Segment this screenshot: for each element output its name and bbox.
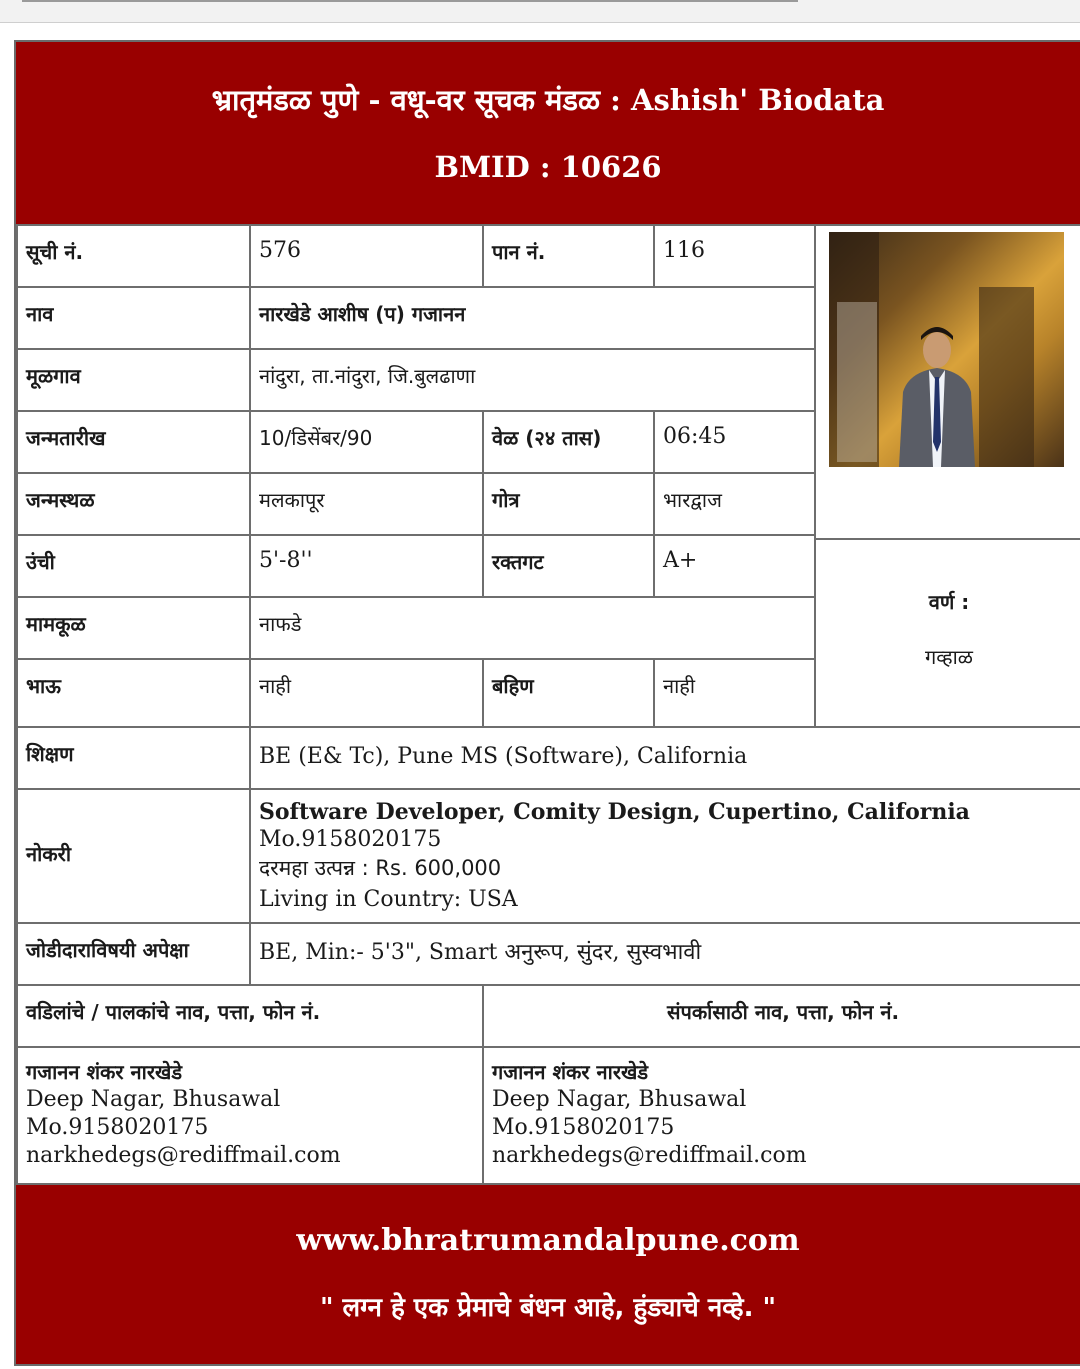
expectation-label: जोडीदाराविषयी अपेक्षा (16, 922, 251, 986)
bahin-value: नाही (653, 658, 816, 728)
footer-website[interactable]: www.bhratrumandalpune.com (296, 1223, 800, 1258)
varna-label: वर्ण : (928, 590, 970, 614)
contact-email[interactable]: narkhedegs@rediffmail.com (492, 1143, 807, 1168)
contact-mobile: Mo.9158020175 (492, 1115, 675, 1140)
contact-heading: संपर्कासाठी नाव, पत्ता, फोन नं. (482, 984, 1080, 1048)
education-value: BE (E& Tc), Pune MS (Software), California (249, 726, 1080, 790)
time-value: 06:45 (653, 410, 816, 474)
mulgaav-label: मूळगाव (16, 348, 251, 412)
bhau-value: नाही (249, 658, 484, 728)
contact-details (482, 1046, 1080, 1185)
varna-cell (814, 538, 1080, 728)
parent-name: गजानन शंकर नारखेडे (26, 1060, 183, 1084)
job-details (249, 788, 1080, 924)
biodata-footer (16, 1185, 1080, 1366)
education-label: शिक्षण (16, 726, 251, 790)
address-strip (22, 0, 798, 2)
parent-address: Deep Nagar, Bhusawal (26, 1087, 281, 1112)
profile-photo (829, 232, 1064, 467)
parent-details (16, 1046, 484, 1185)
contact-name: गजानन शंकर नारखेडे (492, 1060, 649, 1084)
paan-label: पान नं. (482, 224, 655, 288)
gotra-value: भारद्वाज (653, 472, 816, 536)
job-mobile: Mo.9158020175 (259, 827, 442, 852)
varna-value: गव्हाळ (924, 645, 974, 669)
mamkul-value: नाफडे (249, 596, 816, 660)
dob-value: 10/डिसेंबर/90 (249, 410, 484, 474)
expectation-value: BE, Min:- 5'3", Smart अनुरूप, सुंदर, सुस्वभावी (249, 922, 1080, 986)
blood-label: रक्तगट (482, 534, 655, 598)
job-country: Living in Country: USA (259, 887, 518, 912)
job-title: Software Developer, Comity Design, Cupertino, California (259, 799, 970, 825)
blood-value: A+ (653, 534, 816, 598)
browser-top-bar (0, 0, 1080, 23)
bahin-label: बहिण (482, 658, 655, 728)
parent-email[interactable]: narkhedegs@rediffmail.com (26, 1143, 341, 1168)
naav-label: नाव (16, 286, 251, 350)
mulgaav-value: नांदुरा, ता.नांदुरा, जि.बुलढाणा (249, 348, 816, 412)
bhau-label: भाऊ (16, 658, 251, 728)
height-value: 5'-8'' (249, 534, 484, 598)
mamkul-label: मामकूळ (16, 596, 251, 660)
biodata-header (16, 42, 1080, 224)
suchi-label: सूची नं. (16, 224, 251, 288)
suchi-value: 576 (249, 224, 484, 288)
footer-quote: " लग्न हे एक प्रेमाचे बंधन आहे, हुंड्याचे नव्हे. " (319, 1293, 777, 1323)
header-bmid: BMID : 10626 (434, 150, 662, 184)
dob-label: जन्मतारीख (16, 410, 251, 474)
gotra-label: गोत्र (482, 472, 655, 536)
biodata-card (14, 40, 1080, 1366)
height-label: उंची (16, 534, 251, 598)
time-label: वेळ (२४ तास) (482, 410, 655, 474)
person-portrait-icon (829, 232, 1064, 467)
job-income: दरमहा उत्पन्न : Rs. 600,000 (259, 856, 502, 880)
header-title: भ्रातृमंडळ पुणे - वधू-वर सूचक मंडळ : Ashish' Biodata (211, 83, 885, 117)
naav-value: नारखेडे आशीष (प) गजानन (249, 286, 816, 350)
contact-address: Deep Nagar, Bhusawal (492, 1087, 747, 1112)
paan-value: 116 (653, 224, 816, 288)
parents-heading: वडिलांचे / पालकांचे नाव, पत्ता, फोन नं. (16, 984, 484, 1048)
birthplace-label: जन्मस्थळ (16, 472, 251, 536)
birthplace-value: मलकापूर (249, 472, 484, 536)
job-label: नोकरी (16, 788, 251, 924)
parent-mobile: Mo.9158020175 (26, 1115, 209, 1140)
